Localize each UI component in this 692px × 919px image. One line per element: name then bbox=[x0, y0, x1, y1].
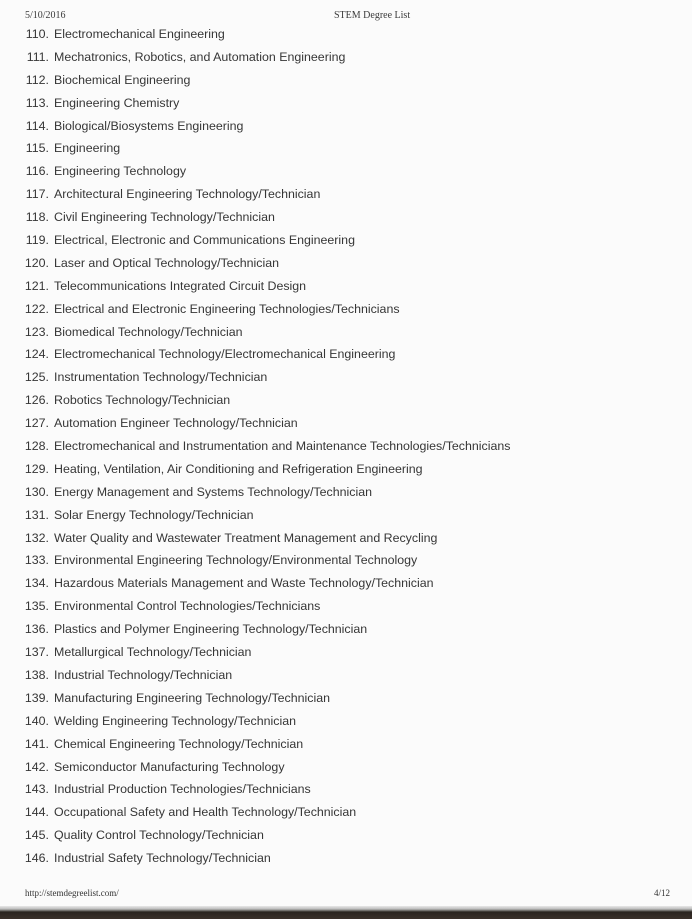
list-item-text: Environmental Control Technologies/Technicians bbox=[54, 599, 321, 614]
list-item bbox=[0, 504, 692, 527]
page-number: 4/12 bbox=[654, 888, 671, 898]
list-item bbox=[0, 756, 692, 779]
list-item-text: Electromechanical Engineering bbox=[54, 27, 225, 41]
list-item bbox=[0, 389, 692, 412]
list-item bbox=[0, 618, 692, 641]
list-item-number: 114. bbox=[25, 118, 49, 133]
list-item-text: Plastics and Polymer Engineering Technology/Technician bbox=[54, 622, 368, 637]
list-item-number: 135. bbox=[24, 599, 49, 614]
list-item-text: Energy Management and Systems Technology/Technician bbox=[54, 484, 372, 499]
list-item bbox=[0, 549, 692, 572]
list-item-text: Industrial Production Technologies/Technicians bbox=[54, 782, 311, 797]
list-item-text: Telecommunications Integrated Circuit Design bbox=[54, 278, 307, 293]
list-item bbox=[0, 115, 692, 138]
list-item-number: 127. bbox=[24, 416, 49, 431]
list-item-text: Automation Engineer Technology/Technician bbox=[54, 416, 298, 431]
scan-bottom-edge bbox=[0, 906, 692, 919]
list-item bbox=[0, 23, 692, 46]
degree-list bbox=[0, 23, 692, 870]
list-item-number: 146. bbox=[24, 851, 49, 866]
list-item bbox=[0, 527, 692, 550]
list-item-text: Biomedical Technology/Technician bbox=[54, 324, 243, 339]
list-item-text: Quality Control Technology/Technician bbox=[54, 828, 264, 843]
list-item-text: Occupational Safety and Health Technology/Technician bbox=[54, 805, 357, 820]
list-item-number: 113. bbox=[25, 95, 49, 110]
list-item-text: Architectural Engineering Technology/Technician bbox=[54, 187, 321, 202]
list-item bbox=[0, 572, 692, 595]
list-item-number: 136. bbox=[24, 622, 49, 637]
list-item-number: 134. bbox=[24, 576, 49, 591]
list-item bbox=[0, 435, 692, 458]
list-item-number: 123. bbox=[24, 324, 49, 339]
list-item bbox=[0, 343, 692, 366]
list-item-text: Electrical and Electronic Engineering Technologies/Technicians bbox=[54, 301, 400, 316]
list-item bbox=[0, 481, 692, 504]
list-item-text: Laser and Optical Technology/Technician bbox=[54, 255, 280, 270]
list-item-text: Environmental Engineering Technology/Environmental Technology bbox=[54, 553, 418, 568]
list-item-number: 124. bbox=[24, 347, 49, 362]
list-item bbox=[0, 321, 692, 344]
list-item-text: Manufacturing Engineering Technology/Technician bbox=[54, 690, 330, 705]
list-item-text: Metallurgical Technology/Technician bbox=[54, 645, 252, 660]
list-item-number: 116. bbox=[25, 164, 49, 179]
list-item-text: Robotics Technology/Technician bbox=[54, 393, 231, 408]
list-item bbox=[0, 46, 692, 69]
list-item bbox=[0, 229, 692, 252]
list-item-text: Electromechanical Technology/Electromechanical Engineering bbox=[54, 347, 396, 362]
list-item bbox=[0, 847, 692, 870]
list-item bbox=[0, 206, 692, 229]
list-item bbox=[0, 92, 692, 115]
list-item-text: Industrial Safety Technology/Technician bbox=[54, 851, 271, 866]
source-url: http://stemdegreelist.com/ bbox=[25, 888, 119, 898]
list-item-number: 139. bbox=[24, 690, 49, 705]
list-item-number: 132. bbox=[24, 530, 49, 545]
list-item bbox=[0, 183, 692, 206]
list-item-text: Industrial Technology/Technician bbox=[54, 667, 233, 682]
list-item bbox=[0, 664, 692, 687]
list-item bbox=[0, 458, 692, 481]
list-item-text: Engineering bbox=[54, 141, 121, 156]
list-item bbox=[0, 801, 692, 824]
list-item-number: 133. bbox=[24, 553, 49, 568]
list-item-text: Solar Energy Technology/Technician bbox=[54, 507, 254, 522]
list-item bbox=[0, 687, 692, 710]
list-item-number: 131. bbox=[24, 507, 49, 522]
list-item-number: 128. bbox=[24, 439, 49, 454]
list-item-text: Biological/Biosystems Engineering bbox=[54, 118, 244, 133]
list-item-number: 145. bbox=[24, 828, 49, 843]
list-item-number: 122. bbox=[24, 301, 49, 316]
page-title: STEM Degree List bbox=[334, 10, 411, 21]
list-item bbox=[0, 824, 692, 847]
list-item bbox=[0, 641, 692, 664]
list-item-number: 137. bbox=[24, 645, 49, 660]
list-item-text: Heating, Ventilation, Air Conditioning and Refrigeration Engineering bbox=[54, 461, 423, 476]
list-item-number: 126. bbox=[24, 393, 49, 408]
list-item-number: 143. bbox=[24, 782, 49, 797]
list-item bbox=[0, 298, 692, 321]
list-item-number: 121. bbox=[24, 278, 49, 293]
list-item-text: Electrical, Electronic and Communications Engineering bbox=[54, 233, 355, 248]
list-item-text: Hazardous Materials Management and Waste Technology/Technician bbox=[54, 576, 434, 591]
list-item-text: Instrumentation Technology/Technician bbox=[54, 370, 268, 385]
list-item-number: 125. bbox=[24, 370, 49, 385]
list-item-text: Water Quality and Wastewater Treatment Management and Recycling bbox=[54, 530, 438, 545]
list-item-number: 141. bbox=[24, 736, 49, 751]
list-item bbox=[0, 69, 692, 92]
list-item bbox=[0, 160, 692, 183]
list-item-text: Engineering Chemistry bbox=[54, 95, 180, 110]
list-item-text: Chemical Engineering Technology/Technician bbox=[54, 736, 304, 751]
list-item-number: 144. bbox=[24, 805, 49, 820]
list-item-number: 130. bbox=[24, 484, 49, 499]
list-item-text: Semiconductor Manufacturing Technology bbox=[54, 759, 285, 774]
list-item bbox=[0, 137, 692, 160]
list-item bbox=[0, 778, 692, 801]
list-item bbox=[0, 252, 692, 275]
list-item-number: 129. bbox=[24, 461, 49, 476]
list-item-number: 115. bbox=[25, 141, 49, 156]
list-item-text: Welding Engineering Technology/Technician bbox=[54, 713, 297, 728]
list-item-number: 119. bbox=[25, 233, 49, 248]
list-item-number: 142. bbox=[24, 759, 49, 774]
list-item bbox=[0, 733, 692, 756]
list-item bbox=[0, 710, 692, 733]
list-item bbox=[0, 412, 692, 435]
list-item-text: Electromechanical and Instrumentation and Maintenance Technologies/Technicians bbox=[54, 439, 511, 454]
list-item bbox=[0, 275, 692, 298]
list-item-number: 118. bbox=[25, 210, 49, 225]
list-item-number: 140. bbox=[24, 713, 49, 728]
list-item-text: Civil Engineering Technology/Technician bbox=[54, 210, 275, 225]
list-item-number: 111. bbox=[26, 49, 49, 64]
list-item bbox=[0, 366, 692, 389]
list-item-text: Engineering Technology bbox=[54, 164, 187, 179]
list-item-text: Biochemical Engineering bbox=[54, 72, 191, 87]
list-item-text: Mechatronics, Robotics, and Automation Engineering bbox=[54, 49, 346, 64]
list-item-number: 112. bbox=[25, 72, 49, 87]
list-item-number: 117. bbox=[25, 187, 49, 202]
list-item-number: 110. bbox=[25, 27, 49, 41]
list-item-number: 138. bbox=[24, 667, 49, 682]
list-item bbox=[0, 595, 692, 618]
list-item-number: 120. bbox=[24, 255, 49, 270]
print-date: 5/10/2016 bbox=[25, 10, 66, 21]
